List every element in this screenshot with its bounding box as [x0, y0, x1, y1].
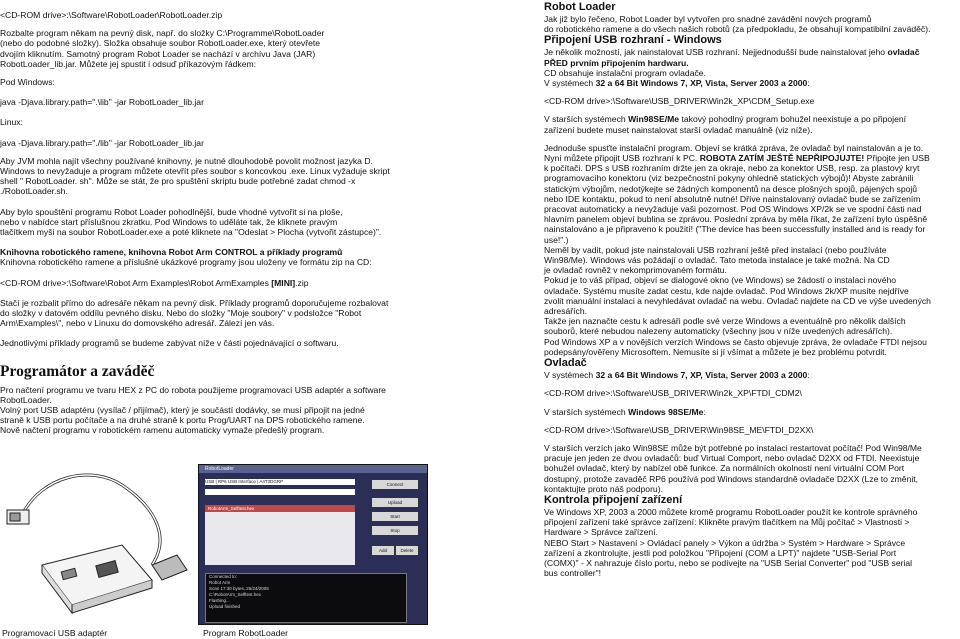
usb-install-text2: CD obsahuje instalační program ovladače. V systémech — [544, 67, 706, 89]
examples-path-ext: .zip — [295, 277, 309, 288]
usb-install-text: Je několik možností, jak nainstalovat USB rozhraní. Nejjednodušší bude nainstalovat jeho — [544, 47, 888, 58]
unzip-paragraph: Rozbalte program někam na pevný disk, např. do složky C:\Programme\RobotLoader (nebo do podobné složky). Složka obsahuje soubor RobotLoader.exe, který otevřete dvojím kliknutím. Samotný program Robot Loader se nachází v archívu Java (JAR) RobotLoader_lib.jar. Můžete jej spustit i odsuď příkazovým řádkem: — [0, 28, 325, 69]
right-column — [544, 0, 956, 578]
windows-command: java -Djava.library.path=".\lib" -jar RobotLoader_lib.jar — [0, 97, 204, 108]
window-titlebar — [199, 465, 427, 473]
jvm-paragraph: Aby JVM mohla najít všechny používané knihovny, je nutné dlouhodobě povolit možnost jazyka D. Windows to nevyžaduje a program můžete otevřít přes soubor s koncovkou .exe. Linux vyžaduje skript shell " RobotLoader. sh". Může se stát, že pro spuštění skriptu bude potřebné zadat chmod -x ./RobotLoader.sh. — [0, 155, 390, 197]
log-line: Flashing... — [209, 598, 230, 603]
colon: : — [703, 406, 706, 417]
file-list[interactable] — [205, 505, 355, 565]
left-column — [0, 0, 418, 436]
driver-text: V systémech — [544, 370, 596, 381]
driver-heading: Ovladač — [544, 357, 587, 370]
caption-robotloader: Program RobotLoader — [203, 628, 289, 638]
log-line: C:\RobotArm_Selftest.hex — [209, 592, 262, 597]
ftdi-cdm-path: <CD-ROM drive>:\Software\USB_DRIVER\Win2k_XP\FTDI_CDM2\ — [544, 388, 802, 399]
install-text: Jednoduše spusťte instalační program. Objeví se krátká zpráva, že ovladač byl nainstalován a je to. Nyní můžete připojit USB rozhraní k PC. — [544, 142, 924, 164]
usb-install-paragraph — [544, 47, 956, 88]
driver-versions-bold: 32 a 64 Bit Windows 7, XP, Vista, Server 2003 a 2000 — [595, 370, 808, 381]
driver-versions — [544, 370, 956, 380]
usb-install-bold: ovladač PŘED prvním připojením hardwaru. — [544, 47, 920, 68]
older-systems — [544, 407, 956, 417]
log-line: Robot Arm — [209, 580, 231, 585]
check-connection-heading: Kontrola připojení zařízení — [544, 493, 683, 506]
examples-path-bold: [MINI] — [271, 277, 296, 288]
colon: : — [807, 370, 810, 381]
library-heading: Knihovna robotického ramene, knihovna Robot Arm CONTROL a příklady programů — [0, 247, 343, 258]
windows-label: Pod Windows: — [0, 77, 55, 88]
section-heading: Programátor a zaváděč — [0, 362, 155, 380]
robotloader-window — [198, 464, 428, 625]
file-list-item[interactable]: RobotArm_Selftest.hex — [205, 505, 355, 512]
windows-versions-bold: 32 a 64 Bit Windows 7, XP, Vista, Server 2003 a 2000 — [595, 78, 808, 89]
examples-path — [0, 278, 418, 288]
robotloader-heading: Robot Loader — [544, 1, 616, 13]
check-connection-paragraph: Ve Windows XP, 2003 a 2000 můžete kromě programu RobotLoader použít ke kontrole správného připojení zařízení také správce zařízení: Klikněte pravým tlačítkem na Můj počítač > Vlastnosti > Hardware > Správce zařízení. NEBO Start > Nastavení > Ovládací panely > Výkon a údržba > Systém > Hardware > Správce zařízení a zkontrolujte, jestli pod položkou "Připojení (COM a LPT)" najdete "USB-Serial Port (COMX)" - X nahrazuje číslo portu, nebo se podívejte na "USB Serial Converter" pod "USB serial bus controller"! — [544, 506, 918, 579]
delete-button[interactable]: Delete — [395, 545, 419, 556]
upload-button[interactable]: Upload — [371, 497, 419, 508]
start-button[interactable]: Start — [371, 511, 419, 522]
connect-button[interactable]: Connect — [371, 479, 419, 490]
port-select[interactable]: USB | RP6 USB Interface | A4T3DGRP — [205, 479, 355, 485]
window-title: RobotLoader — [205, 466, 234, 472]
log-line: Scan 17:30 bytes, 25/24/2008 — [209, 586, 269, 591]
ftdi-d2xx-path: <CD-ROM drive>:\Software\USB_DRIVER\Win98SE_ME\FTDI_D2XX\ — [544, 424, 814, 435]
log-line: Upload finished — [209, 604, 241, 609]
warning-bold: ROBOTA ZATÍM JEŠTĚ NEPŘIPOJUJTE! — [699, 153, 865, 164]
unzip-examples-paragraph: Stačí je rozbalit přímo do adresáře někam na pevný disk. Příklady programů doporučujeme rozbalovat do složky v datovém oddílu pevného disku. Nebo do složky "Moje soubory" v podsložce "Robot Arm\Examples\", nebo v Linuxu do domovského adresář. Zálezí jen vás. — [0, 297, 389, 329]
older-text: V starších systémech — [544, 406, 629, 417]
robotloader-screenshot — [198, 464, 428, 625]
add-button[interactable]: Add — [371, 545, 395, 556]
linux-label: Linux: — [0, 117, 23, 128]
linux-command: java -Djava.library.path="./lib" -jar RobotLoader_lib.jar — [0, 137, 204, 148]
restart-paragraph: V starších verzích jako Win98SE může být potřebné po instalaci restartovat počítač! Pod Win98/Me pracuje jen jeden ze dvou ovladačů: buď Virtual Comport, nebo ovladač D2XX od FTDI. Neexistuje bohužel ovladač, který by nabízel obě funkce. Za normálních okolností není virtuální COM Port dostupný, protože zavaděč RP6 používá pod Windows standardně ovladače D2XX (Lze to změnit, kontaktujte proto náš podporu). — [544, 442, 922, 494]
library-paragraph — [0, 247, 418, 267]
win98-bold: Win98SE/Me — [628, 114, 680, 125]
win98-paragraph — [544, 114, 956, 134]
log-line: Connected to: — [209, 574, 238, 579]
robotloader-intro: Jak již bylo řečeno, Robot Loader byl vytvořen pro snadné zavádění nových programů do robotického ramene a do všech našich robotů (za předpokladu, že obsahují kompatibilní zaváděč). — [544, 14, 931, 35]
examples-note: Jednotlivými příklady programů se budeme zabývat níže v části pojednávající o softwaru. — [0, 338, 339, 349]
programmer-paragraph: Pro načtení programu ve tvaru HEX z PC do robota použijeme programovací USB adaptér a software RobotLoader. Volný port USB adaptéru (vysílač / přijímač), který je součástí dodávky, se musí připojit na jedné straně k USB portu počítače a na druhé straně k portu Prog/UART na DPS robotického ramene. Nově načtení programu v robotickém ramenu automaticky vymaže předešlý program. — [0, 384, 386, 436]
cdm-setup-path: <CD-ROM drive>:\Software\USB_DRIVER\Win2k_XP\CDM_Setup.exe — [544, 96, 815, 107]
caption-usb-adapter: Programovací USB adaptér — [2, 628, 108, 638]
log-panel — [205, 573, 407, 623]
stop-button[interactable]: Stop — [371, 525, 419, 536]
usb-adapter-image — [2, 455, 192, 625]
older-bold: Windows 98SE/Me — [628, 406, 704, 417]
install-run-paragraph — [544, 143, 956, 357]
zip-path: <CD-ROM drive>:\Software\RobotLoader\RobotLoader.zip — [0, 10, 223, 20]
colon: : — [807, 78, 810, 89]
win98-text: V starších systémech — [544, 114, 629, 125]
win98-text2: takový pohodlný program bohužel neexistuje a po připojení zařízení budete muset nainstalovat starší ovladač manuálně (viz níže). — [544, 114, 907, 135]
install-text2: Připojte jen USB k počítači. DPS s USB rozhraním držte jen za okraje, nebo za konektor USB, resp. za plastový kryt programovacího konektoru (viz bezpečnostní pokyny ohledně statických výbojů)! Abyste zabránili statickým výbojům, nedotýkejte se žádných komponentů na desce plošných spojů, pájených spojů nebo IDE kontaktu, pokud to není absolutně nutné! Dříve nainstalovaný ovladač bude se zařízením pracovat automaticky a nevyžaduje vaši pozornost. Pod OS Windows XP/2k se ve spodní části nad hlavním panelem objeví bublina se zprávou. Poslední zpráva by měla říkat, že zařízení bylo úspěšně nainstalováno a je připraveno k použití! ("The device has been successfully installed and is ready for use!".) Neměl by vadit, pokud jste nainstalovali USB rozhraní ještě před instalací (nebo používáte Win98/Me). Windows vás požádají o ovladač. Tato metoda instalace je také možná. Na CD je ovladač rovněž v nekomprimovaném formátu. Pokud je to váš případ, objeví se dialogové okno (ve Windows) se žádostí o instalaci nového ovladače. Systému musíte zadat cestu, kde najde ovladač. Pod Windows 2k/XP musíte nejdříve zvolit manuální instalaci a nevyhledávat ovladač na webu. Ovladač najdete na CD ve výše uvedených adresářích. Takže jen naznačte cestu k adresáři podle své verze Windows a eventuálně pro několik dalších souborů, které nebudou nalezeny automaticky (všechny jsou v níže uvedených adresářích). Pod Windows XP a v novějších verzích Windows se často objevuje zpráva, že ovladače FTDI nejsou podepsány/ověřeny Microsoftem. Nemusíte si jí všímat a můžete je bez problému potvrdit. — [544, 153, 931, 357]
shortcut-paragraph: Aby bylo spouštění programu Robot Loader pohodlnější, bude vhodné vytvořit si na ploše, nebo v nabídce start příslušnou zkratku. Pod Windows to uděláte tak, že kliknete pravým tlačítkem myši na soubor RobotLoader.exe a poté kliknete na "Odeslat > Plocha (vytvořit zástupce)". — [0, 206, 382, 238]
library-text: Knihovna robotického ramene a příslušné ukázkové programy jsou uloženy ve formátu zip na CD: — [0, 257, 372, 268]
usb-windows-heading: Připojení USB rozhraní - Windows — [544, 34, 722, 47]
status-row — [205, 489, 355, 495]
examples-path-text: <CD-ROM drive>:\Software\Robot Arm Examples\Robot ArmExamples — [0, 277, 272, 288]
